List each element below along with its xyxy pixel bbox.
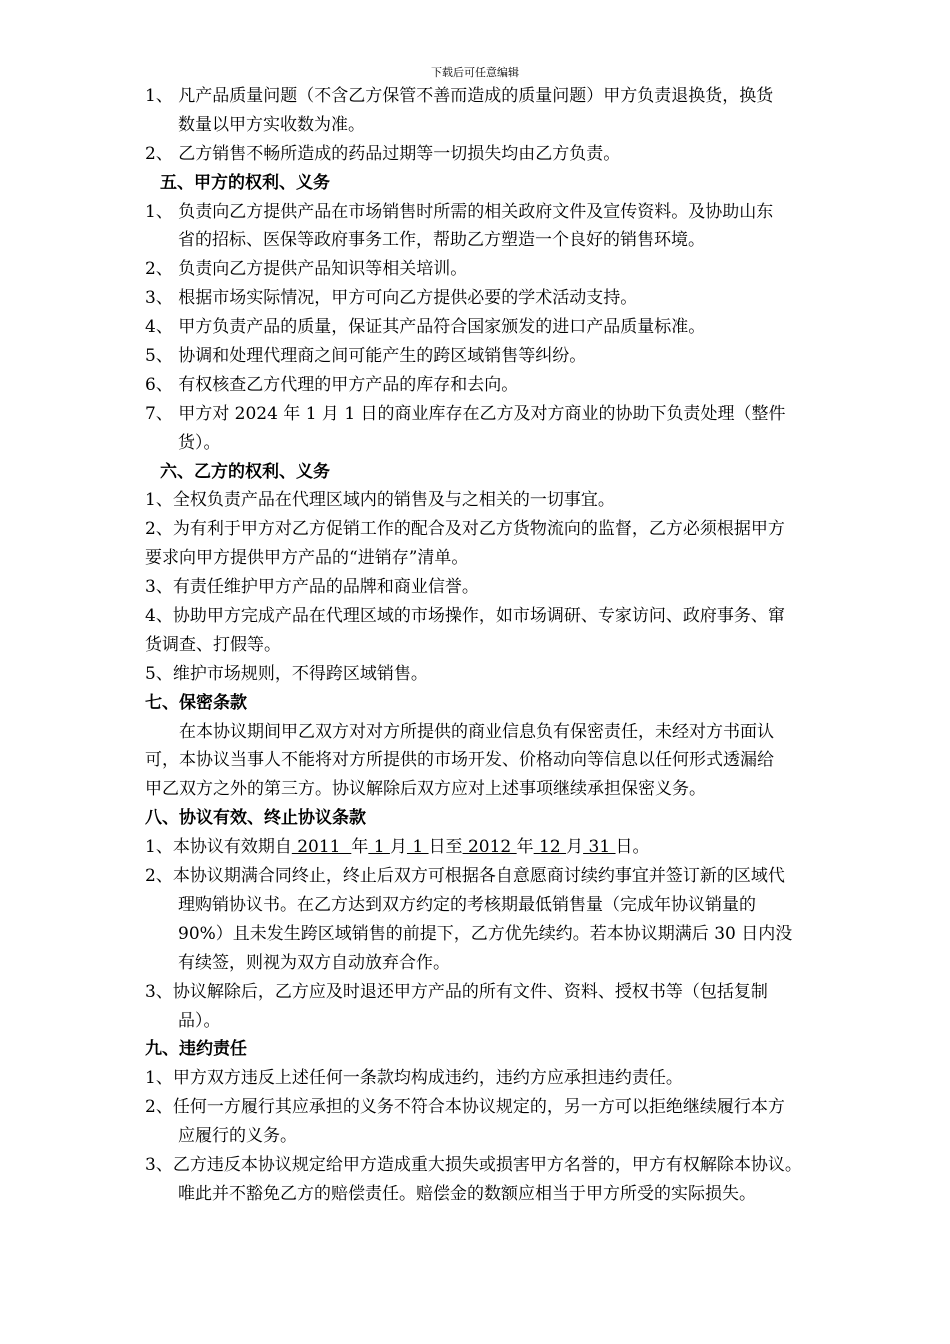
clause-continuation: 唯此并不豁免乙方的赔偿责任。赔偿金的数额应相当于甲方所受的实际损失。 [178, 1183, 756, 1204]
start-day-field: 1 [406, 837, 429, 858]
clause-line: 1、全权负责产品在代理区域内的销售及与之相关的一切事宜。 [145, 490, 615, 511]
start-year-field: 2011 [291, 837, 352, 858]
year-label: 年 [516, 837, 534, 858]
clause-line: 1、甲方双方违反上述任何一条款均构成违约，违约方应承担违约责任。 [145, 1068, 683, 1089]
clause-line: 2、 负责向乙方提供产品知识等相关培训。 [145, 259, 468, 280]
clause-line: 1、 负责向乙方提供产品在市场销售时所需的相关政府文件及宣传资料。及协助山东 [145, 201, 774, 222]
section-heading-confidentiality: 七、保密条款 [145, 692, 247, 713]
clause-continuation: 90%）且未发生跨区域销售的前提下，乙方优先续约。若本协议期满后 30 日内没 [178, 923, 793, 944]
clause-line: 6、 有权核查乙方代理的甲方产品的库存和去向。 [145, 374, 519, 395]
section-heading-validity: 八、协议有效、终止协议条款 [145, 808, 366, 829]
clause-line: 2、 乙方销售不畅所造成的药品过期等一切损失均由乙方负责。 [145, 143, 621, 164]
clause-line: 2、为有利于甲方对乙方促销工作的配合及对乙方货物流向的监督，乙方必须根据甲方 [145, 519, 785, 540]
end-year-field: 2012 [462, 837, 517, 858]
day-to-label: 日至 [428, 837, 463, 858]
end-month-field: 12 [533, 837, 567, 858]
clause-line: 5、 协调和处理代理商之间可能产生的跨区域销售等纠纷。 [145, 346, 587, 367]
section-heading-party-a-rights: 五、甲方的权利、义务 [160, 172, 330, 193]
document-body [145, 82, 875, 1209]
paragraph-line: 在本协议期间甲乙双方对对方所提供的商业信息负有保密责任，未经对方书面认 [179, 721, 774, 742]
clause-line: 2、本协议期满合同终止，终止后双方可根据各自意愿商讨续约事宜并签订新的区域代 [145, 866, 785, 887]
clause-line: 4、 甲方负责产品的质量，保证其产品符合国家颁发的进口产品质量标准。 [145, 317, 706, 338]
clause-line: 3、有责任维护甲方产品的品牌和商业信誉。 [145, 577, 479, 598]
section-heading-breach: 九、违约责任 [145, 1039, 247, 1060]
section-heading-party-b-rights: 六、乙方的权利、义务 [160, 461, 330, 482]
clause-continuation: 理购销协议书。在乙方达到双方约定的考核期最低销售量（完成年协议销量的 [178, 894, 756, 915]
clause-line: 要求向甲方提供甲方产品的“进销存”清单。 [145, 548, 469, 569]
paragraph-line: 甲乙双方之外的第三方。协议解除后双方应对上述事项继续承担保密义务。 [145, 779, 706, 800]
clause-line: 1、 凡产品质量问题（不含乙方保管不善而造成的质量问题）甲方负责退换货，换货 [145, 86, 774, 106]
clause-line: 5、维护市场规则，不得跨区域销售。 [145, 663, 428, 684]
clause-continuation: 有续签，则视为双方自动放弃合作。 [178, 952, 450, 973]
clause-line: 3、 根据市场实际情况，甲方可向乙方提供必要的学术活动支持。 [145, 288, 638, 309]
clause-line: 3、乙方违反本协议规定给甲方造成重大损失或损害甲方名誉的，甲方有权解除本协议。 [145, 1154, 802, 1175]
clause-line: 货调查、打假等。 [145, 634, 281, 655]
clause-continuation: 省的招标、医保等政府事务工作，帮助乙方塑造一个良好的销售环境。 [178, 230, 705, 251]
year-label: 年 [351, 837, 369, 858]
start-month-field: 1 [368, 837, 390, 858]
clause-line: 4、协助甲方完成产品在代理区域的市场操作，如市场调研、专家访问、政府事务、窜 [145, 606, 785, 627]
page-header-note: 下载后可任意编辑 [431, 66, 519, 79]
clause-continuation: 品）。 [178, 1010, 221, 1031]
clause-continuation: 应履行的义务。 [178, 1126, 297, 1147]
clause-line: 7、 甲方对 2024 年 1 月 1 日的商业库存在乙方及对方商业的协助下负责处理（整件 [145, 403, 786, 424]
validity-period-line [145, 833, 875, 862]
clause-line: 2、任何一方履行其应承担的义务不符合本协议规定的，另一方可以拒绝继续履行本方 [145, 1097, 785, 1118]
validity-prefix: 1、本协议有效期自 [145, 837, 292, 858]
clause-continuation: 货）。 [178, 432, 221, 453]
month-label: 月 [389, 837, 407, 858]
paragraph-line: 可，本协议当事人不能将对方所提供的市场开发、价格动向等信息以任何形式透漏给 [145, 750, 774, 771]
end-day-field: 31 [583, 837, 616, 858]
month-label: 月 [566, 837, 584, 858]
clause-line: 3、协议解除后，乙方应及时退还甲方产品的所有文件、资料、授权书等（包括复制 [145, 981, 768, 1002]
day-end-label: 日。 [615, 837, 650, 858]
clause-continuation: 数量以甲方实收数为准。 [178, 114, 365, 135]
